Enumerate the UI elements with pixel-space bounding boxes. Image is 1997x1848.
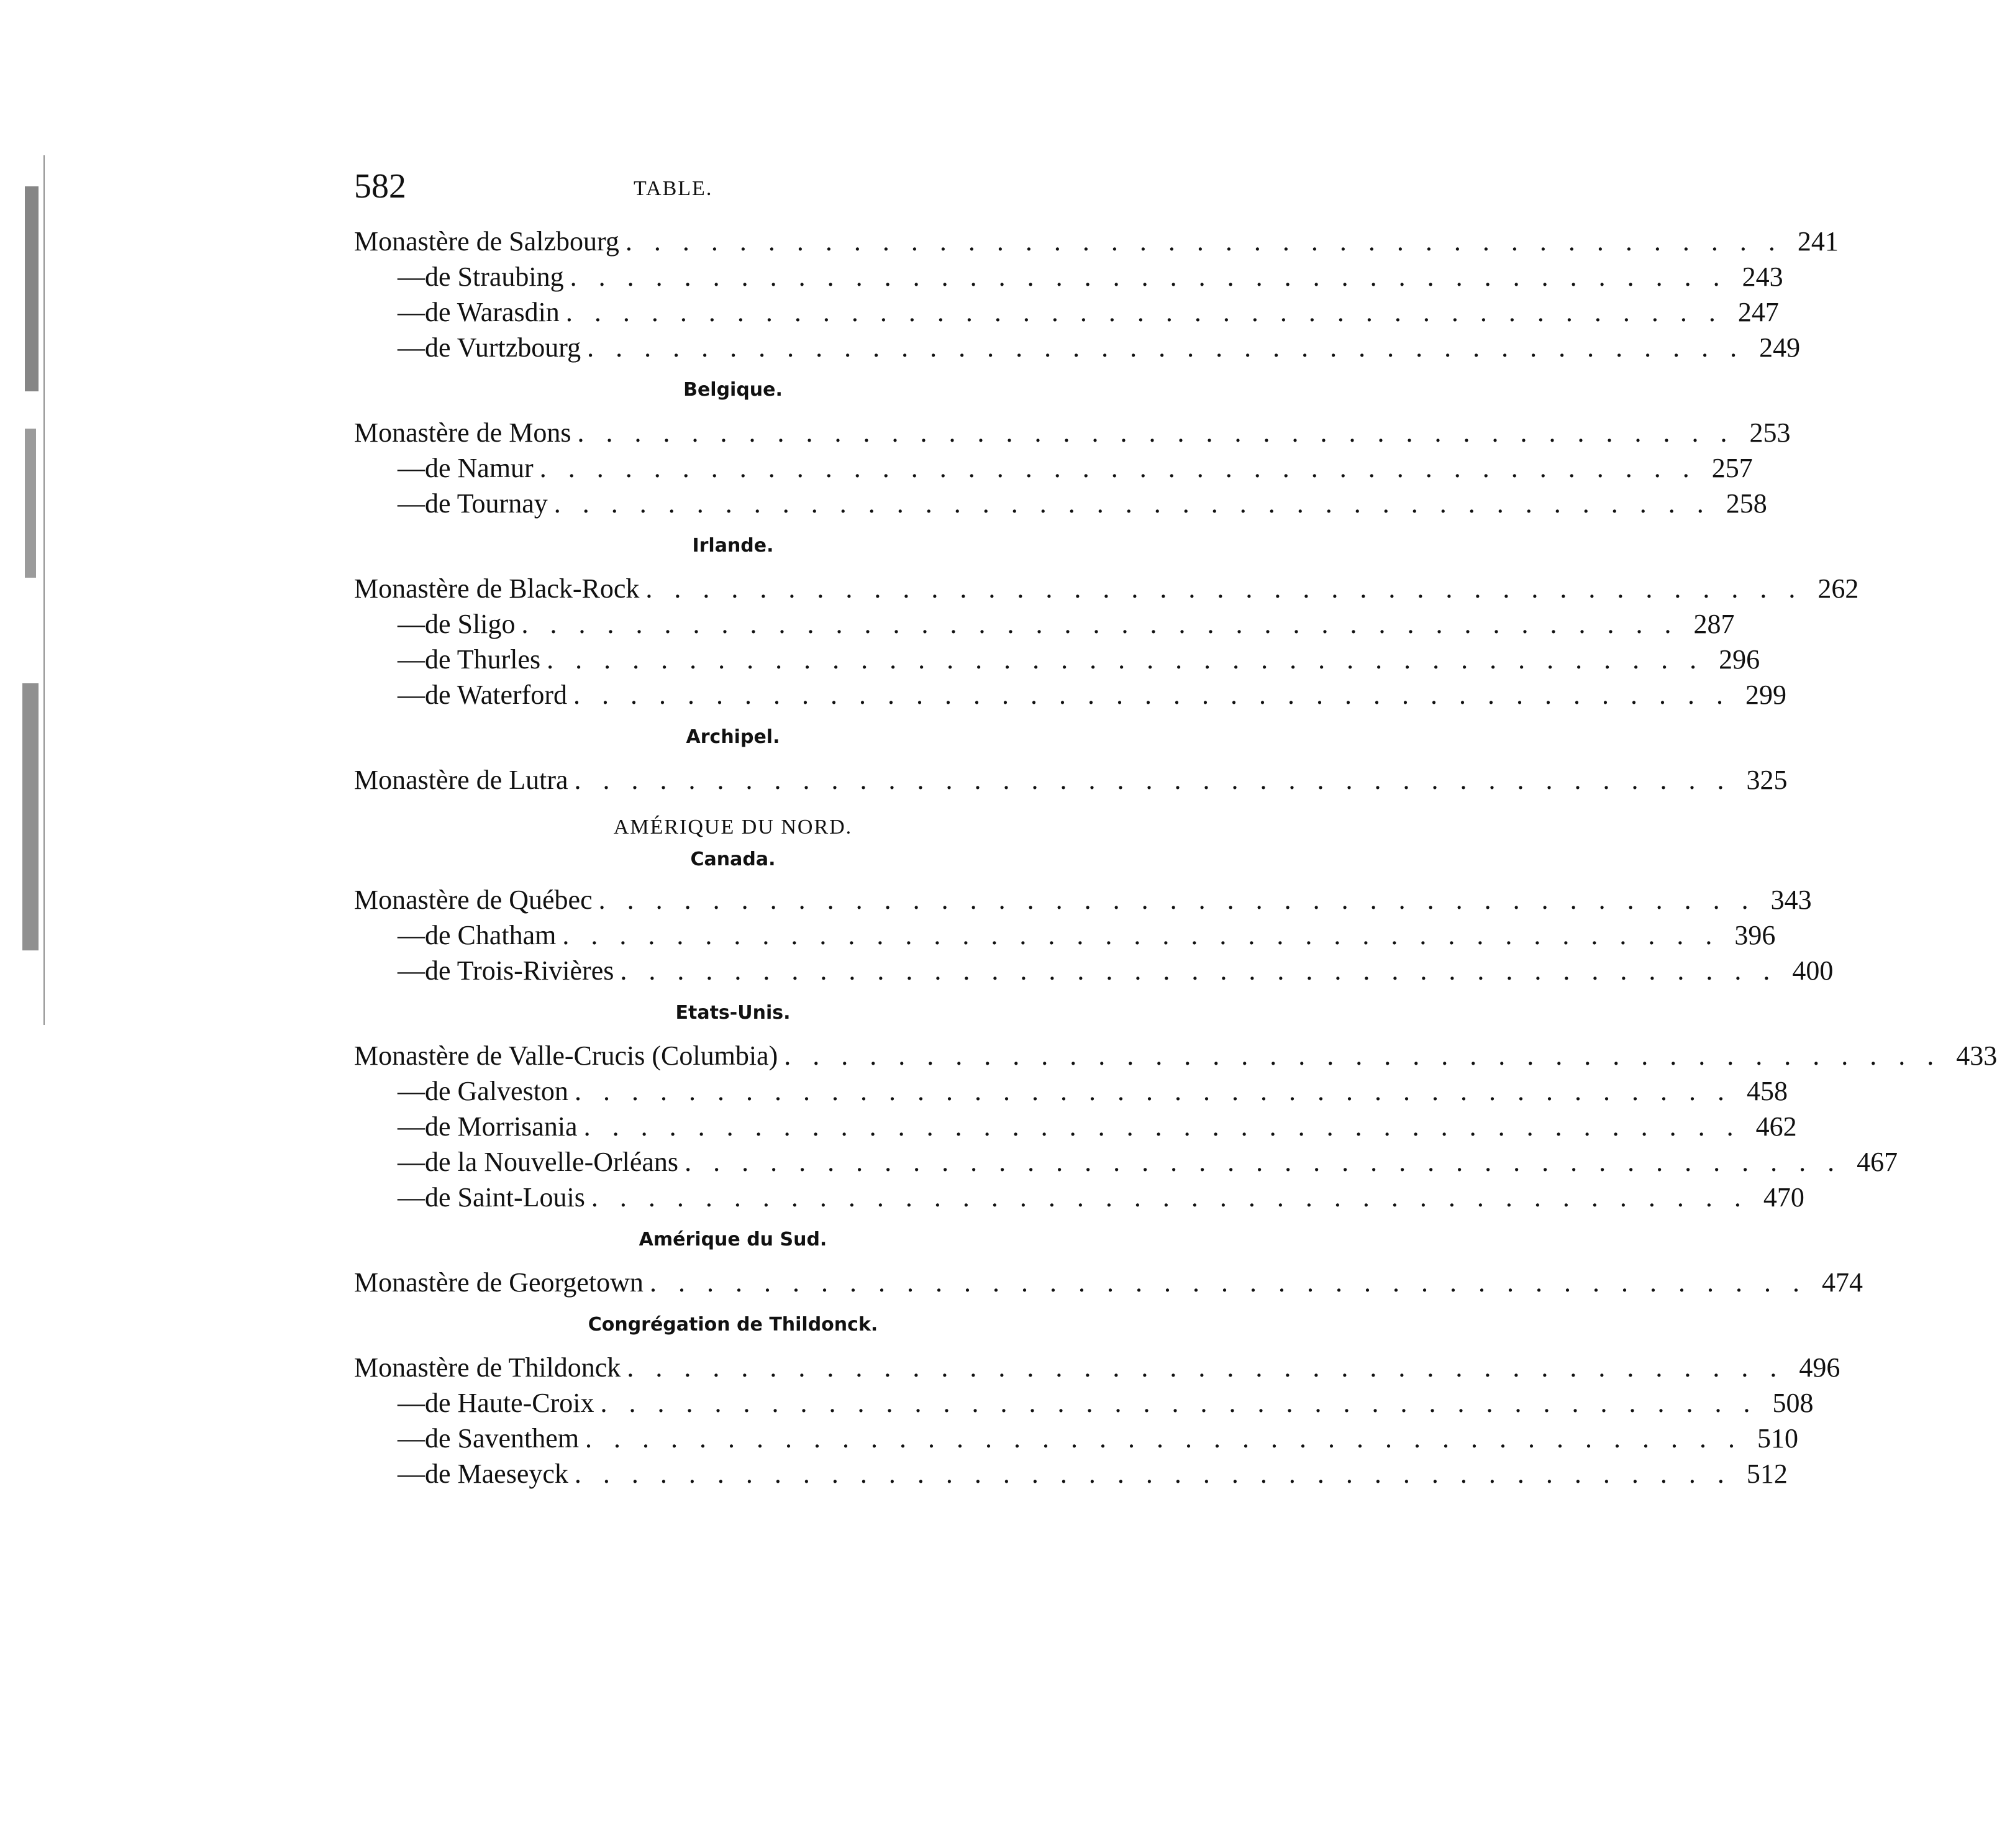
dot-leader: . . . . . . . . . . . . . . . . . . . . . . . . . . . . . . . . . . . . . . . . .	[585, 1423, 1743, 1454]
entry-page-number: 400	[1792, 955, 1834, 986]
toc-entry	[354, 1109, 1797, 1144]
section-heading: Congrégation de Thildonck.	[588, 1314, 878, 1336]
entry-page-number: 287	[1693, 609, 1735, 639]
ditto-dash: —	[398, 1388, 425, 1418]
entry-name: de Maeseyck	[425, 1459, 568, 1489]
ditto-dash: —	[398, 955, 425, 986]
dot-leader: . . . . . . . . . . . . . . . . . . . . . . . . . . . . . . . . . . . . . . . . .	[553, 488, 1711, 519]
page-number: 582	[354, 167, 406, 206]
toc-entry	[354, 606, 1735, 642]
dot-leader: . . . . . . . . . . . . . . . . . . . . . . . . . . . . . . . . . . . . . . . . .	[574, 765, 1732, 795]
dot-leader: . . . . . . . . . . . . . . . . . . . . . . . . . . . . . . . . . . . . . . . . .	[577, 417, 1735, 448]
entry-name: de Thurles	[425, 644, 541, 675]
dot-leader: . . . . . . . . . . . . . . . . . . . . . . . . . . . . . . . . . . . . . . . . .	[627, 1352, 1785, 1383]
dot-leader: . . . . . . . . . . . . . . . . . . . . . . . . . . . . . . . . . . . . . . . . .	[587, 332, 1745, 363]
dot-leader: . . . . . . . . . . . . . . . . . . . . . . . . . . . . . . . . . . . . . . . . .	[591, 1182, 1749, 1213]
entry-page-number: 249	[1759, 332, 1801, 363]
toc-entry	[354, 1456, 1788, 1491]
entry-name: de Saint-Louis	[425, 1182, 585, 1213]
ditto-dash: —	[398, 920, 425, 950]
running-title: TABLE.	[634, 177, 713, 200]
entry-name: de la Nouvelle-Orléans	[425, 1147, 679, 1177]
toc-entry	[354, 415, 1791, 450]
entry-name: de Namur	[425, 453, 534, 483]
toc-entry	[354, 1265, 1863, 1300]
entry-page-number: 433	[1956, 1040, 1997, 1071]
dot-leader: . . . . . . . . . . . . . . . . . . . . . . . . . . . . . . . . . . . . . . . . .	[583, 1111, 1741, 1142]
region-heading: AMÉRIQUE DU NORD.	[613, 816, 853, 839]
toc-entry	[354, 224, 1839, 259]
section-heading: Archipel.	[686, 726, 780, 748]
entry-name: de Tournay	[425, 488, 548, 519]
entry-name: Monastère de Thildonck	[354, 1352, 621, 1383]
entry-name: Monastère de Black-Rock	[354, 573, 640, 604]
entry-page-number: 496	[1799, 1352, 1840, 1383]
dot-leader: . . . . . . . . . . . . . . . . . . . . . . . . . . . . . . . . . . . . . . . . .	[574, 1459, 1732, 1489]
ditto-dash: —	[398, 680, 425, 710]
dot-leader: . . . . . . . . . . . . . . . . . . . . . . . . . . . . . . . . . . . . . . . . .	[685, 1147, 1842, 1177]
toc-entry	[354, 1350, 1840, 1385]
section-heading: Amérique du Sud.	[639, 1229, 827, 1250]
entry-name: Monastère de Mons	[354, 417, 571, 448]
scan-edge-line	[43, 155, 45, 1025]
entry-name: de Morrisania	[425, 1111, 578, 1142]
toc-entry	[354, 677, 1786, 712]
entry-page-number: 512	[1746, 1459, 1788, 1489]
toc-entry	[354, 953, 1834, 988]
ditto-dash: —	[398, 1182, 425, 1213]
table-of-contents-page	[354, 167, 1997, 1491]
dot-leader: . . . . . . . . . . . . . . . . . . . . . . . . . . . . . . . . . . . . . . . . .	[620, 955, 1778, 986]
entry-page-number: 467	[1857, 1147, 1898, 1177]
ditto-dash: —	[398, 488, 425, 519]
toc-entry	[354, 1038, 1997, 1073]
ditto-dash: —	[398, 1147, 425, 1177]
toc-entry	[354, 486, 1767, 521]
entry-page-number: 243	[1742, 262, 1783, 292]
dot-leader: . . . . . . . . . . . . . . . . . . . . . . . . . . . . . . . . . . . . . . . . .	[539, 453, 1697, 483]
dot-leader: . . . . . . . . . . . . . . . . . . . . . . . . . . . . . . . . . . . . . . . . .	[547, 644, 1704, 675]
entry-name: de Haute-Croix	[425, 1388, 594, 1418]
entry-name: de Warasdin	[425, 297, 560, 327]
dot-leader: . . . . . . . . . . . . . . . . . . . . . . . . . . . . . . . . . . . . . . . . .	[600, 1388, 1758, 1418]
entry-name: Monastère de Lutra	[354, 765, 568, 795]
toc-entry	[354, 294, 1779, 330]
toc-entry	[354, 882, 1812, 917]
section-heading: Belgique.	[683, 379, 783, 401]
entry-page-number: 474	[1821, 1267, 1863, 1298]
entry-page-number: 458	[1746, 1076, 1788, 1106]
entry-name: de Vurtzbourg	[425, 332, 581, 363]
scan-edge-mark	[25, 429, 36, 578]
entry-name: de Chatham	[425, 920, 557, 950]
toc-entry	[354, 330, 1801, 365]
dot-leader: . . . . . . . . . . . . . . . . . . . . . . . . . . . . . . . . . . . . . . . . .	[573, 680, 1731, 710]
dot-leader: . . . . . . . . . . . . . . . . . . . . . . . . . . . . . . . . . . . . . . . . .	[574, 1076, 1732, 1106]
toc-entry	[354, 762, 1788, 798]
ditto-dash: —	[398, 1423, 425, 1454]
entry-page-number: 396	[1734, 920, 1776, 950]
dot-leader: . . . . . . . . . . . . . . . . . . . . . . . . . . . . . . . . . . . . . . . . .	[521, 609, 1679, 639]
entry-page-number: 343	[1770, 885, 1812, 915]
ditto-dash: —	[398, 332, 425, 363]
section-heading: Etats-Unis.	[675, 1002, 791, 1024]
entry-name: de Sligo	[425, 609, 516, 639]
dot-leader: . . . . . . . . . . . . . . . . . . . . . . . . . . . . . . . . . . . . . . . . .	[784, 1040, 1942, 1071]
entry-name: Monastère de Salzbourg	[354, 226, 619, 257]
entry-page-number: 257	[1711, 453, 1753, 483]
entry-page-number: 299	[1745, 680, 1786, 710]
entry-page-number: 470	[1763, 1182, 1804, 1213]
toc-entry	[354, 917, 1776, 953]
ditto-dash: —	[398, 1111, 425, 1142]
ditto-dash: —	[398, 609, 425, 639]
toc-entry	[354, 1421, 1799, 1456]
scan-edge-mark	[22, 683, 39, 950]
dot-leader: . . . . . . . . . . . . . . . . . . . . . . . . . . . . . . . . . . . . . . . . .	[625, 226, 1783, 257]
ditto-dash: —	[398, 262, 425, 292]
toc-entry	[354, 642, 1760, 677]
ditto-dash: —	[398, 453, 425, 483]
dot-leader: . . . . . . . . . . . . . . . . . . . . . . . . . . . . . . . . . . . . . . . . .	[649, 1267, 1807, 1298]
entry-page-number: 510	[1757, 1423, 1799, 1454]
entry-page-number: 462	[1755, 1111, 1797, 1142]
dot-leader: . . . . . . . . . . . . . . . . . . . . . . . . . . . . . . . . . . . . . . . . .	[562, 920, 1720, 950]
entry-name: Monastère de Georgetown	[354, 1267, 644, 1298]
dot-leader: . . . . . . . . . . . . . . . . . . . . . . . . . . . . . . . . . . . . . . . . .	[598, 885, 1756, 915]
ditto-dash: —	[398, 1076, 425, 1106]
page-header	[354, 168, 1112, 224]
scan-edge-mark	[25, 186, 39, 391]
entry-name: de Galveston	[425, 1076, 568, 1106]
entry-page-number: 325	[1746, 765, 1788, 795]
dot-leader: . . . . . . . . . . . . . . . . . . . . . . . . . . . . . . . . . . . . . . . . .	[570, 262, 1727, 292]
toc-entry	[354, 1385, 1814, 1421]
toc-entry	[354, 1180, 1804, 1215]
toc-entry	[354, 259, 1783, 294]
entry-page-number: 241	[1797, 226, 1839, 257]
entry-name: de Straubing	[425, 262, 564, 292]
entry-name: Monastère de Québec	[354, 885, 593, 915]
ditto-dash: —	[398, 297, 425, 327]
entry-page-number: 508	[1772, 1388, 1814, 1418]
entry-name: de Trois-Rivières	[425, 955, 614, 986]
section-heading: Canada.	[690, 849, 776, 870]
toc-entry	[354, 571, 1859, 606]
entry-page-number: 247	[1737, 297, 1779, 327]
entry-page-number: 253	[1749, 417, 1791, 448]
entry-page-number: 262	[1817, 573, 1859, 604]
toc-entry	[354, 1073, 1788, 1109]
section-heading: Irlande.	[692, 535, 774, 557]
entry-page-number: 258	[1726, 488, 1767, 519]
toc-entry	[354, 450, 1753, 486]
entry-page-number: 296	[1719, 644, 1760, 675]
entry-name: Monastère de Valle-Crucis (Columbia)	[354, 1040, 778, 1071]
dot-leader: . . . . . . . . . . . . . . . . . . . . . . . . . . . . . . . . . . . . . . . . .	[565, 297, 1723, 327]
toc-entry	[354, 1144, 1898, 1180]
ditto-dash: —	[398, 644, 425, 675]
entry-name: de Waterford	[425, 680, 567, 710]
toc-body	[354, 224, 1997, 1491]
ditto-dash: —	[398, 1459, 425, 1489]
entry-name: de Saventhem	[425, 1423, 580, 1454]
dot-leader: . . . . . . . . . . . . . . . . . . . . . . . . . . . . . . . . . . . . . . . . .	[645, 573, 1803, 604]
